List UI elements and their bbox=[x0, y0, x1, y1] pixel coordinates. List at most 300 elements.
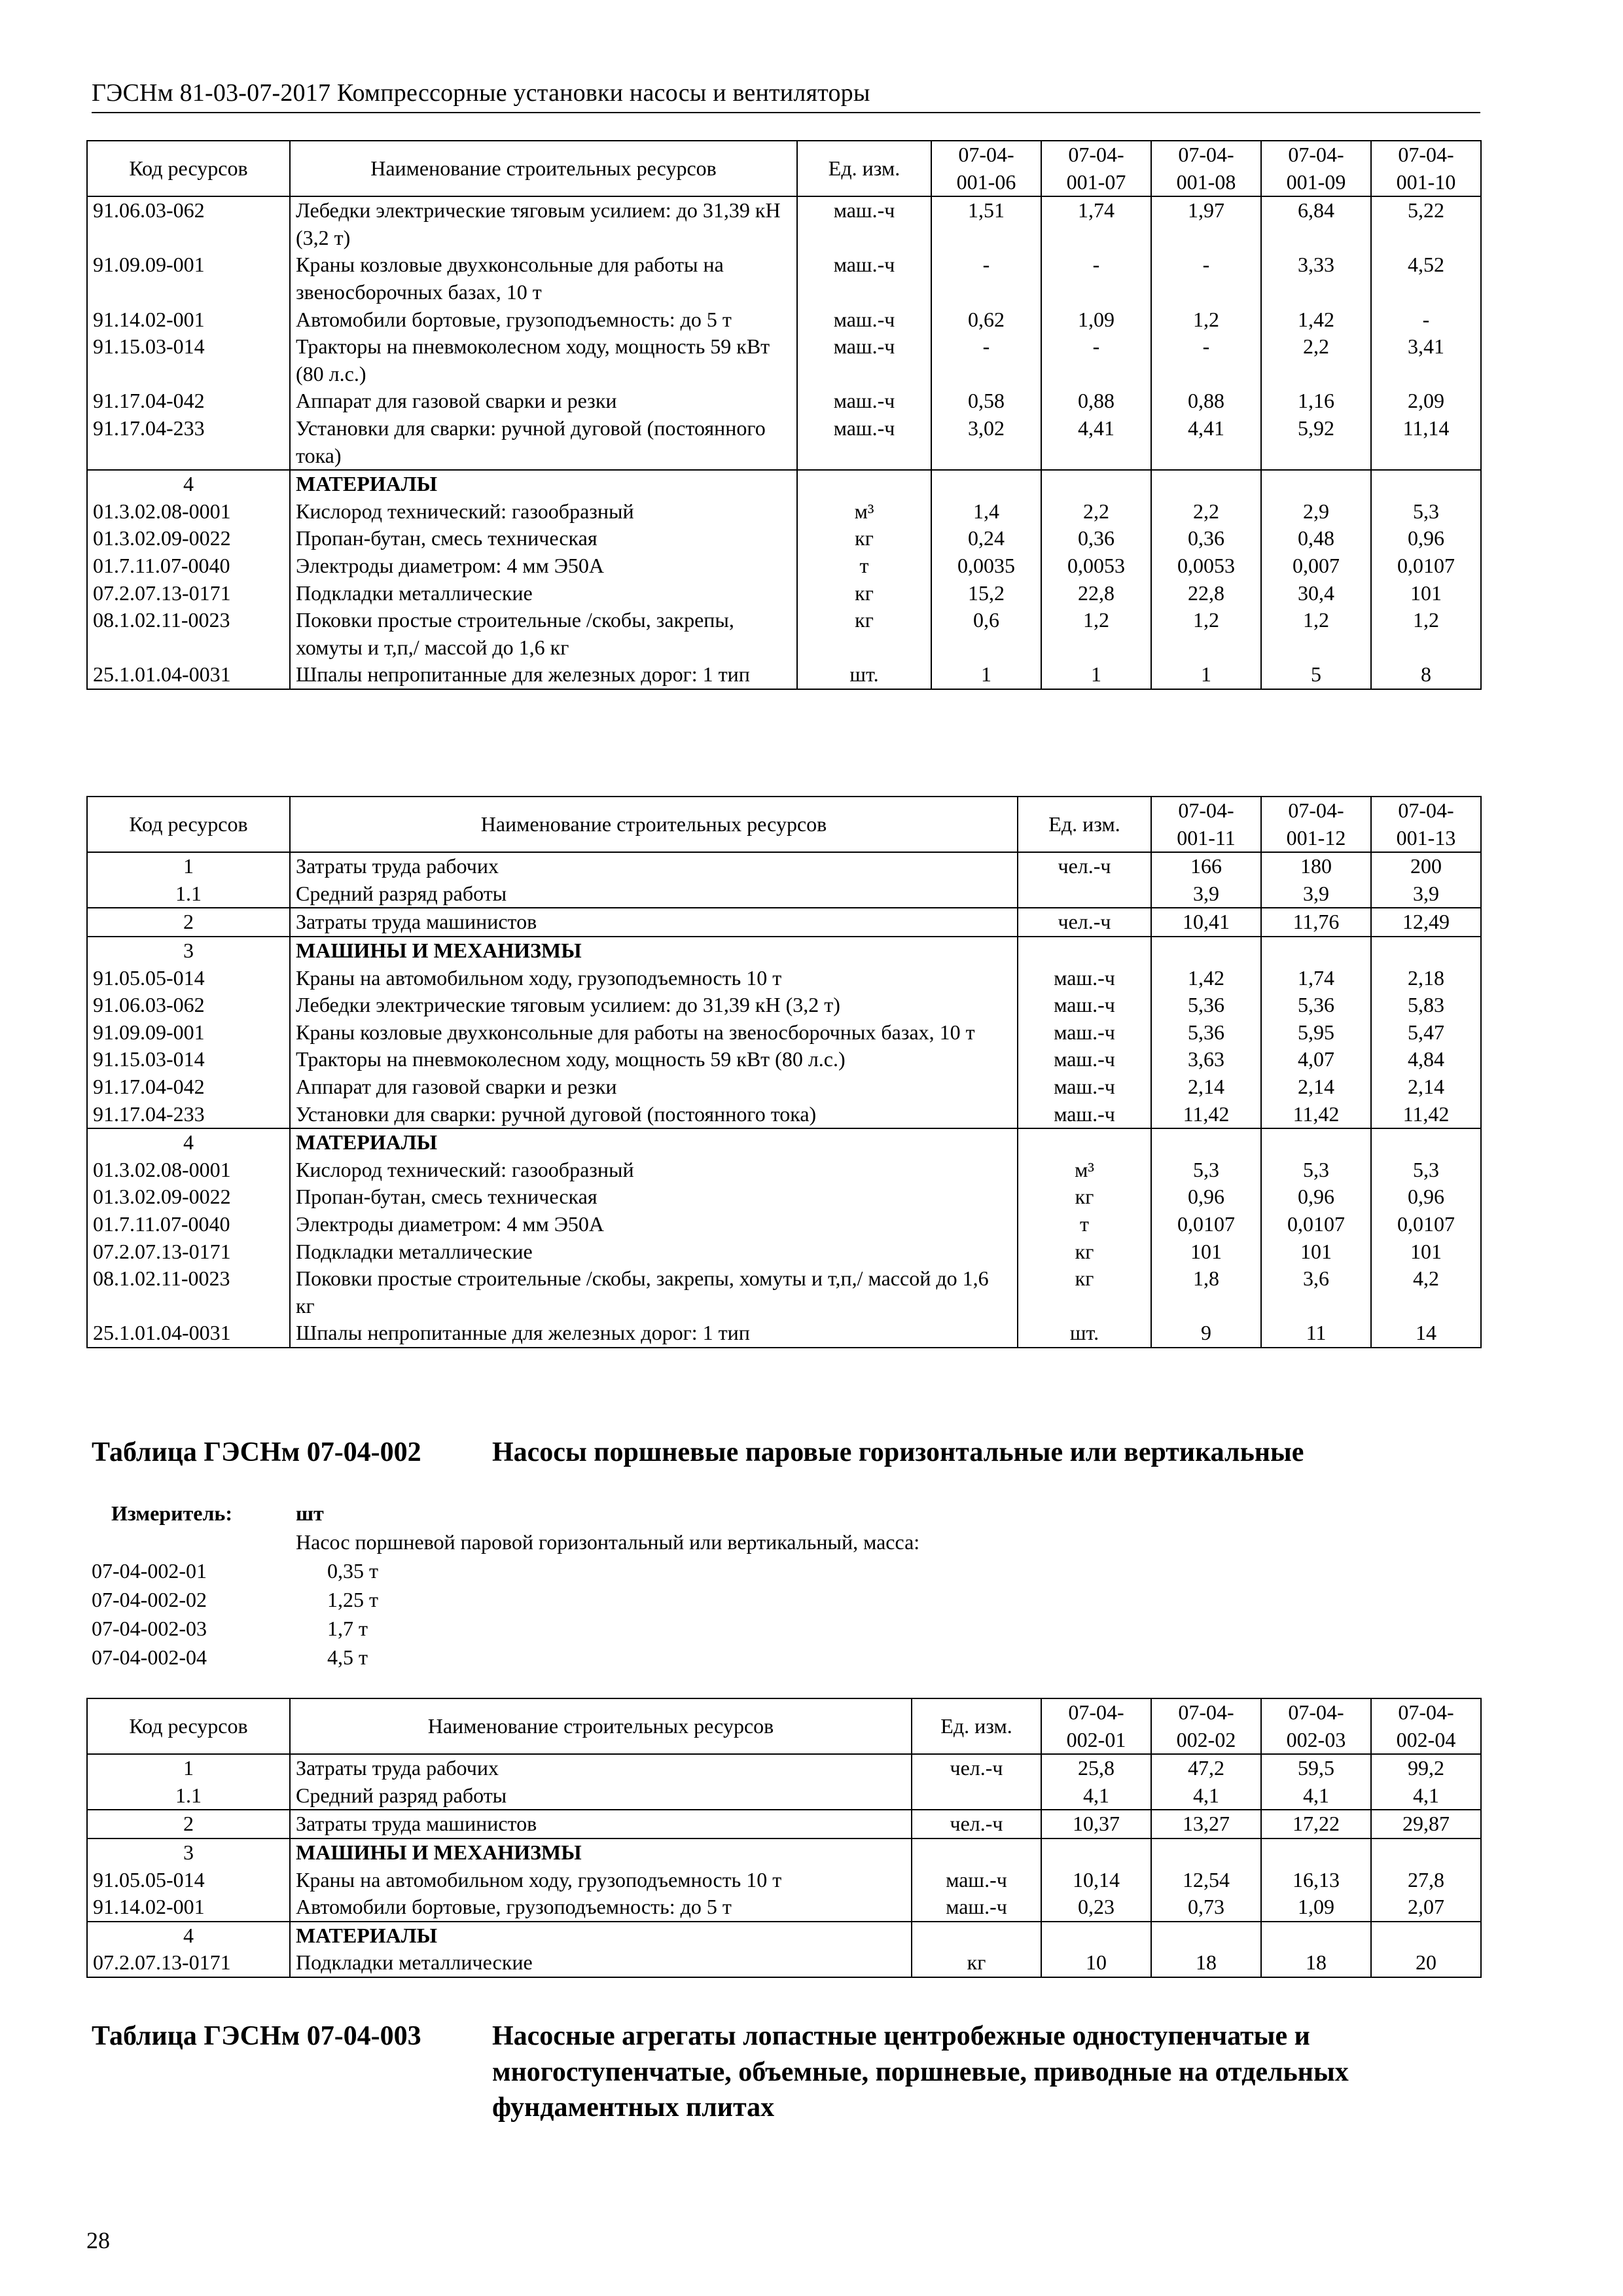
resource-name: Аппарат для газовой сварки и резки bbox=[290, 387, 797, 415]
resource-unit: кг bbox=[1018, 1265, 1151, 1319]
resource-code: 91.17.04-233 bbox=[87, 415, 290, 470]
resource-value: 166 bbox=[1151, 852, 1261, 880]
resource-value: 0,96 bbox=[1151, 1183, 1261, 1211]
table-row bbox=[87, 1157, 1481, 1184]
resource-unit: маш.-ч bbox=[797, 387, 931, 415]
resource-code: 08.1.02.11-0023 bbox=[87, 1265, 290, 1319]
resource-value: 3,02 bbox=[931, 415, 1041, 470]
variant-mass: 4,5 т bbox=[327, 1645, 368, 1669]
resource-value: 0,96 bbox=[1371, 525, 1481, 552]
resource-code: 1.1 bbox=[87, 880, 290, 908]
header-variant: 07-04- 002-01 bbox=[1041, 1698, 1151, 1754]
resource-value: 22,8 bbox=[1151, 580, 1261, 607]
resource-value: 3,63 bbox=[1151, 1046, 1261, 1073]
resource-value: 0,73 bbox=[1151, 1893, 1261, 1922]
variant-code: 07-04-002-04 bbox=[92, 1645, 207, 1669]
resource-name: Средний разряд работы bbox=[290, 880, 1018, 908]
resource-value: 11,42 bbox=[1371, 1101, 1481, 1129]
resource-code: 91.14.02-001 bbox=[87, 1893, 290, 1922]
resource-value: 2,09 bbox=[1371, 387, 1481, 415]
resource-code: 07.2.07.13-0171 bbox=[87, 1949, 290, 1977]
variant-code: 07-04-002-03 bbox=[92, 1617, 207, 1640]
variant-row bbox=[92, 1643, 1204, 1672]
resource-value: 13,27 bbox=[1151, 1810, 1261, 1839]
table-row bbox=[87, 1810, 1481, 1839]
empty-cell bbox=[912, 1839, 1041, 1867]
empty-cell bbox=[1261, 1922, 1371, 1950]
resource-name: Тракторы на пневмоколесном ходу, мощность 59 кВт (80 л.с.) bbox=[290, 1046, 1018, 1073]
resource-value: 1,4 bbox=[931, 498, 1041, 526]
resource-value: 200 bbox=[1371, 852, 1481, 880]
resource-code: 91.05.05-014 bbox=[87, 1867, 290, 1894]
table-caption-07-04-003 bbox=[92, 2018, 1480, 2130]
resource-value: 0,58 bbox=[931, 387, 1041, 415]
group-row bbox=[87, 1128, 1481, 1157]
resource-value: 59,5 bbox=[1261, 1754, 1371, 1782]
resource-name: Установки для сварки: ручной дуговой (постоянного тока) bbox=[290, 1101, 1018, 1129]
table-row bbox=[87, 498, 1481, 526]
resource-value: 5,95 bbox=[1261, 1019, 1371, 1047]
table-row bbox=[87, 306, 1481, 334]
group-title: МАШИНЫ И МЕХАНИЗМЫ bbox=[290, 937, 1018, 965]
resource-unit: чел.-ч bbox=[912, 1810, 1041, 1839]
resource-value: 1,2 bbox=[1151, 306, 1261, 334]
resource-value: 2,2 bbox=[1261, 333, 1371, 387]
header-variant: 07-04- 001-12 bbox=[1261, 797, 1371, 852]
header-variant: 07-04- 001-08 bbox=[1151, 141, 1261, 196]
resource-value: 25,8 bbox=[1041, 1754, 1151, 1782]
resource-value: 6,84 bbox=[1261, 196, 1371, 251]
resource-value: 0,96 bbox=[1371, 1183, 1481, 1211]
table-row bbox=[87, 1211, 1481, 1238]
page-number: 28 bbox=[86, 2227, 110, 2253]
resource-value: 11,42 bbox=[1261, 1101, 1371, 1129]
variant-code: 07-04-002-02 bbox=[92, 1588, 207, 1611]
resource-value: 10,41 bbox=[1151, 908, 1261, 937]
resource-code: 2 bbox=[87, 908, 290, 937]
resource-unit: кг bbox=[1018, 1183, 1151, 1211]
resource-value: 5,92 bbox=[1261, 415, 1371, 470]
header-code: Код ресурсов bbox=[87, 141, 290, 196]
resource-unit: кг bbox=[1018, 1238, 1151, 1266]
resource-value: 3,9 bbox=[1151, 880, 1261, 908]
resource-value: 0,0107 bbox=[1151, 1211, 1261, 1238]
variant-mass: 1,25 т bbox=[327, 1588, 378, 1611]
resource-value: 1,74 bbox=[1261, 965, 1371, 992]
group-title: МАТЕРИАЛЫ bbox=[290, 1128, 1018, 1157]
empty-cell bbox=[1261, 1839, 1371, 1867]
group-title: МАШИНЫ И МЕХАНИЗМЫ bbox=[290, 1839, 912, 1867]
variant-mass: 0,35 т bbox=[327, 1559, 378, 1583]
resource-code: 91.15.03-014 bbox=[87, 1046, 290, 1073]
resource-value: 20 bbox=[1371, 1949, 1481, 1977]
resource-code: 01.3.02.09-0022 bbox=[87, 1183, 290, 1211]
resource-value: 5,3 bbox=[1371, 498, 1481, 526]
page-header: ГЭСНм 81-03-07-2017 Компрессорные установки насосы и вентиляторы bbox=[92, 77, 1480, 113]
resource-value: 17,22 bbox=[1261, 1810, 1371, 1839]
resource-value: 29,87 bbox=[1371, 1810, 1481, 1839]
table-row bbox=[87, 1754, 1481, 1782]
resource-value: 5,22 bbox=[1371, 196, 1481, 251]
resource-unit: маш.-ч bbox=[797, 333, 931, 387]
resource-unit: т bbox=[1018, 1211, 1151, 1238]
resource-unit: чел.-ч bbox=[1018, 852, 1151, 880]
resource-unit: маш.-ч bbox=[1018, 1019, 1151, 1047]
resource-value: 5 bbox=[1261, 661, 1371, 689]
resource-value: 4,41 bbox=[1041, 415, 1151, 470]
table-row bbox=[87, 1183, 1481, 1211]
resource-unit bbox=[912, 1782, 1041, 1810]
resource-name: Установки для сварки: ручной дуговой (постоянного тока) bbox=[290, 415, 797, 470]
resource-code: 91.06.03-062 bbox=[87, 196, 290, 251]
resource-code: 91.09.09-001 bbox=[87, 251, 290, 306]
resource-value: 2,9 bbox=[1261, 498, 1371, 526]
resource-value: 11,42 bbox=[1151, 1101, 1261, 1129]
table-row bbox=[87, 251, 1481, 306]
resource-value: - bbox=[1041, 333, 1151, 387]
resource-name: Подкладки металлические bbox=[290, 1238, 1018, 1266]
resource-name: Краны козловые двухконсольные для работы на звеносборочных базах, 10 т bbox=[290, 1019, 1018, 1047]
resource-table-07-04-001-06-10 bbox=[86, 140, 1482, 690]
resource-value: 1,42 bbox=[1261, 306, 1371, 334]
caption-title: Насосы поршневые паровые горизонтальные или вертикальные bbox=[492, 1437, 1304, 1467]
empty-cell bbox=[1151, 1839, 1261, 1867]
resource-value: 0,96 bbox=[1261, 1183, 1371, 1211]
resource-value: 0,0053 bbox=[1151, 552, 1261, 580]
resource-unit: маш.-ч bbox=[797, 196, 931, 251]
resource-value: 101 bbox=[1371, 1238, 1481, 1266]
table-row bbox=[87, 387, 1481, 415]
caption-number: Таблица ГЭСНм 07-04-003 bbox=[92, 2021, 421, 2051]
resource-value: 14 bbox=[1371, 1319, 1481, 1348]
resource-name: Шпалы непропитанные для железных дорог: 1 тип bbox=[290, 1319, 1018, 1348]
resource-code: 01.3.02.09-0022 bbox=[87, 525, 290, 552]
resource-table-07-04-002 bbox=[86, 1698, 1482, 1978]
table-row bbox=[87, 1893, 1481, 1922]
resource-unit: маш.-ч bbox=[797, 251, 931, 306]
table-row bbox=[87, 965, 1481, 992]
table-row bbox=[87, 196, 1481, 251]
resource-name: Лебедки электрические тяговым усилием: до 31,39 кН (3,2 т) bbox=[290, 196, 797, 251]
header-code: Код ресурсов bbox=[87, 1698, 290, 1754]
group-title: МАТЕРИАЛЫ bbox=[290, 470, 797, 498]
header-variant: 07-04- 001-09 bbox=[1261, 141, 1371, 196]
resource-name: Краны на автомобильном ходу, грузоподъемность 10 т bbox=[290, 1867, 912, 1894]
resource-value: 3,33 bbox=[1261, 251, 1371, 306]
table-row bbox=[87, 580, 1481, 607]
resource-value: 0,48 bbox=[1261, 525, 1371, 552]
resource-value: 5,47 bbox=[1371, 1019, 1481, 1047]
resource-unit bbox=[1018, 880, 1151, 908]
resource-name: Подкладки металлические bbox=[290, 580, 797, 607]
resource-value: 3,6 bbox=[1261, 1265, 1371, 1319]
empty-cell bbox=[912, 1922, 1041, 1950]
resource-value: 101 bbox=[1371, 580, 1481, 607]
resource-unit: маш.-ч bbox=[912, 1893, 1041, 1922]
group-code: 3 bbox=[87, 937, 290, 965]
resource-value: 1,8 bbox=[1151, 1265, 1261, 1319]
resource-value: - bbox=[1371, 306, 1481, 334]
resource-unit: кг bbox=[912, 1949, 1041, 1977]
resource-name: Кислород технический: газообразный bbox=[290, 498, 797, 526]
resource-value: 0,0053 bbox=[1041, 552, 1151, 580]
variant-row bbox=[92, 1556, 1204, 1585]
header-code: Код ресурсов bbox=[87, 797, 290, 852]
resource-name: Краны на автомобильном ходу, грузоподъемность 10 т bbox=[290, 965, 1018, 992]
resource-name: Подкладки металлические bbox=[290, 1949, 912, 1977]
resource-value: 1 bbox=[1151, 661, 1261, 689]
empty-cell bbox=[1151, 470, 1261, 498]
resource-name: Затраты труда машинистов bbox=[290, 908, 1018, 937]
resource-value: 11,14 bbox=[1371, 415, 1481, 470]
group-title: МАТЕРИАЛЫ bbox=[290, 1922, 912, 1950]
resource-value: 101 bbox=[1261, 1238, 1371, 1266]
resource-code: 91.05.05-014 bbox=[87, 965, 290, 992]
resource-unit: т bbox=[797, 552, 931, 580]
resource-value: 4,1 bbox=[1371, 1782, 1481, 1810]
group-row bbox=[87, 937, 1481, 965]
header-variant: 07-04- 002-03 bbox=[1261, 1698, 1371, 1754]
empty-cell bbox=[1371, 1922, 1481, 1950]
group-code: 4 bbox=[87, 470, 290, 498]
header-unit: Ед. изм. bbox=[912, 1698, 1041, 1754]
header-unit: Ед. изм. bbox=[797, 141, 931, 196]
table-row bbox=[87, 1238, 1481, 1266]
resource-value: 4,41 bbox=[1151, 415, 1261, 470]
resource-value: 1,2 bbox=[1041, 607, 1151, 661]
resource-code: 1.1 bbox=[87, 1782, 290, 1810]
resource-code: 91.15.03-014 bbox=[87, 333, 290, 387]
resource-unit: кг bbox=[797, 580, 931, 607]
resource-value: 5,3 bbox=[1371, 1157, 1481, 1184]
resource-code: 07.2.07.13-0171 bbox=[87, 1238, 290, 1266]
resource-unit: маш.-ч bbox=[1018, 1073, 1151, 1101]
resource-name: Пропан-бутан, смесь техническая bbox=[290, 1183, 1018, 1211]
empty-cell bbox=[1041, 1922, 1151, 1950]
resource-value: 10 bbox=[1041, 1949, 1151, 1977]
empty-cell bbox=[931, 470, 1041, 498]
resource-value: 0,0107 bbox=[1371, 1211, 1481, 1238]
header-variant: 07-04- 001-11 bbox=[1151, 797, 1261, 852]
resource-value: 15,2 bbox=[931, 580, 1041, 607]
resource-unit: м³ bbox=[797, 498, 931, 526]
resource-code: 01.7.11.07-0040 bbox=[87, 1211, 290, 1238]
resource-table-07-04-001-11-13 bbox=[86, 796, 1482, 1348]
empty-cell bbox=[1261, 470, 1371, 498]
resource-unit: шт. bbox=[797, 661, 931, 689]
measure-block bbox=[92, 1499, 1204, 1672]
resource-name: Шпалы непропитанные для железных дорог: 1 тип bbox=[290, 661, 797, 689]
resource-value: 18 bbox=[1261, 1949, 1371, 1977]
empty-cell bbox=[1371, 1128, 1481, 1157]
table-row bbox=[87, 661, 1481, 689]
resource-unit: шт. bbox=[1018, 1319, 1151, 1348]
resource-value: 0,36 bbox=[1041, 525, 1151, 552]
resource-value: 5,83 bbox=[1371, 992, 1481, 1019]
empty-cell bbox=[797, 470, 931, 498]
resource-value: 4,84 bbox=[1371, 1046, 1481, 1073]
resource-code: 91.17.04-042 bbox=[87, 387, 290, 415]
resource-value: 0,23 bbox=[1041, 1893, 1151, 1922]
resource-name: Краны козловые двухконсольные для работы на звеносборочных базах, 10 т bbox=[290, 251, 797, 306]
variant-mass: 1,7 т bbox=[327, 1617, 368, 1640]
table-row bbox=[87, 525, 1481, 552]
group-row bbox=[87, 470, 1481, 498]
resource-code: 08.1.02.11-0023 bbox=[87, 607, 290, 661]
resource-value: 1 bbox=[931, 661, 1041, 689]
empty-cell bbox=[1151, 1128, 1261, 1157]
empty-cell bbox=[1018, 1128, 1151, 1157]
resource-code: 91.17.04-233 bbox=[87, 1101, 290, 1129]
resource-value: 30,4 bbox=[1261, 580, 1371, 607]
header-name: Наименование строительных ресурсов bbox=[290, 1698, 912, 1754]
table-row bbox=[87, 1073, 1481, 1101]
resource-value: 3,9 bbox=[1371, 880, 1481, 908]
table-row bbox=[87, 333, 1481, 387]
resource-unit: чел.-ч bbox=[912, 1754, 1041, 1782]
resource-value: 2,14 bbox=[1371, 1073, 1481, 1101]
table-header-row bbox=[87, 141, 1481, 196]
resource-value: 22,8 bbox=[1041, 580, 1151, 607]
group-code: 3 bbox=[87, 1839, 290, 1867]
measure-label: Измеритель: bbox=[111, 1501, 232, 1525]
resource-unit: маш.-ч bbox=[797, 415, 931, 470]
resource-name: Тракторы на пневмоколесном ходу, мощность 59 кВт (80 л.с.) bbox=[290, 333, 797, 387]
table-header-row bbox=[87, 1698, 1481, 1754]
empty-cell bbox=[1261, 1128, 1371, 1157]
resource-value: 1,09 bbox=[1041, 306, 1151, 334]
resource-code: 01.7.11.07-0040 bbox=[87, 552, 290, 580]
header-unit: Ед. изм. bbox=[1018, 797, 1151, 852]
empty-cell bbox=[1151, 1922, 1261, 1950]
resource-value: 1 bbox=[1041, 661, 1151, 689]
resource-unit: кг bbox=[797, 525, 931, 552]
resource-value: 1,42 bbox=[1151, 965, 1261, 992]
resource-value: 0,0107 bbox=[1261, 1211, 1371, 1238]
resource-code: 01.3.02.08-0001 bbox=[87, 1157, 290, 1184]
empty-cell bbox=[1261, 937, 1371, 965]
header-variant: 07-04- 002-02 bbox=[1151, 1698, 1261, 1754]
resource-value: 2,2 bbox=[1151, 498, 1261, 526]
resource-value: 3,9 bbox=[1261, 880, 1371, 908]
resource-name: Средний разряд работы bbox=[290, 1782, 912, 1810]
group-row bbox=[87, 1922, 1481, 1950]
resource-value: 5,36 bbox=[1261, 992, 1371, 1019]
resource-value: 1,2 bbox=[1261, 607, 1371, 661]
resource-name: Кислород технический: газообразный bbox=[290, 1157, 1018, 1184]
resource-value: 1,97 bbox=[1151, 196, 1261, 251]
table-row bbox=[87, 415, 1481, 470]
resource-code: 91.17.04-042 bbox=[87, 1073, 290, 1101]
empty-cell bbox=[1018, 937, 1151, 965]
resource-value: 4,2 bbox=[1371, 1265, 1481, 1319]
resource-code: 07.2.07.13-0171 bbox=[87, 580, 290, 607]
resource-unit: маш.-ч bbox=[1018, 992, 1151, 1019]
caption-number: Таблица ГЭСНм 07-04-002 bbox=[92, 1437, 421, 1467]
table-row bbox=[87, 1265, 1481, 1319]
table-header-row bbox=[87, 797, 1481, 852]
resource-name: Аппарат для газовой сварки и резки bbox=[290, 1073, 1018, 1101]
resource-value: 5,3 bbox=[1151, 1157, 1261, 1184]
resource-unit: м³ bbox=[1018, 1157, 1151, 1184]
resource-value: 4,52 bbox=[1371, 251, 1481, 306]
resource-value: 0,36 bbox=[1151, 525, 1261, 552]
resource-value: 2,14 bbox=[1151, 1073, 1261, 1101]
resource-code: 25.1.01.04-0031 bbox=[87, 661, 290, 689]
resource-name: Автомобили бортовые, грузоподъемность: до 5 т bbox=[290, 1893, 912, 1922]
empty-cell bbox=[1371, 937, 1481, 965]
resource-value: 47,2 bbox=[1151, 1754, 1261, 1782]
table-row bbox=[87, 552, 1481, 580]
table-row bbox=[87, 1867, 1481, 1894]
header-variant: 07-04- 001-13 bbox=[1371, 797, 1481, 852]
table-row bbox=[87, 1782, 1481, 1810]
resource-value: 12,49 bbox=[1371, 908, 1481, 937]
resource-code: 91.14.02-001 bbox=[87, 306, 290, 334]
table-row bbox=[87, 852, 1481, 880]
resource-value: 0,88 bbox=[1041, 387, 1151, 415]
resource-name: Затраты труда рабочих bbox=[290, 1754, 912, 1782]
resource-value: 0,0107 bbox=[1371, 552, 1481, 580]
resource-value: 10,37 bbox=[1041, 1810, 1151, 1839]
resource-name: Затраты труда машинистов bbox=[290, 1810, 912, 1839]
resource-value: - bbox=[1151, 333, 1261, 387]
variant-code: 07-04-002-01 bbox=[92, 1559, 207, 1583]
header-variant: 07-04- 002-04 bbox=[1371, 1698, 1481, 1754]
group-code: 4 bbox=[87, 1922, 290, 1950]
resource-value: 16,13 bbox=[1261, 1867, 1371, 1894]
header-variant: 07-04- 001-10 bbox=[1371, 141, 1481, 196]
resource-unit: маш.-ч bbox=[1018, 1101, 1151, 1129]
empty-cell bbox=[1041, 1839, 1151, 1867]
resource-value: 1,51 bbox=[931, 196, 1041, 251]
resource-unit: кг bbox=[797, 607, 931, 661]
resource-value: 0,0035 bbox=[931, 552, 1041, 580]
resource-unit: маш.-ч bbox=[797, 306, 931, 334]
header-variant: 07-04- 001-06 bbox=[931, 141, 1041, 196]
empty-cell bbox=[1041, 470, 1151, 498]
resource-value: 0,62 bbox=[931, 306, 1041, 334]
table-row bbox=[87, 607, 1481, 661]
resource-value: 18 bbox=[1151, 1949, 1261, 1977]
resource-code: 91.09.09-001 bbox=[87, 1019, 290, 1047]
resource-value: 101 bbox=[1151, 1238, 1261, 1266]
resource-value: - bbox=[931, 333, 1041, 387]
resource-value: 11,76 bbox=[1261, 908, 1371, 937]
table-row bbox=[87, 1319, 1481, 1348]
table-row bbox=[87, 1949, 1481, 1977]
resource-value: 2,18 bbox=[1371, 965, 1481, 992]
resource-value: 27,8 bbox=[1371, 1867, 1481, 1894]
resource-value: 5,3 bbox=[1261, 1157, 1371, 1184]
resource-name: Пропан-бутан, смесь техническая bbox=[290, 525, 797, 552]
resource-value: 0,88 bbox=[1151, 387, 1261, 415]
measure-description: Насос поршневой паровой горизонтальный или вертикальный, масса: bbox=[296, 1530, 920, 1554]
resource-value: 1,09 bbox=[1261, 1893, 1371, 1922]
resource-name: Электроды диаметром: 4 мм Э50А bbox=[290, 1211, 1018, 1238]
resource-code: 2 bbox=[87, 1810, 290, 1839]
resource-value: - bbox=[931, 251, 1041, 306]
resource-value: - bbox=[1041, 251, 1151, 306]
table-row bbox=[87, 1019, 1481, 1047]
table-row bbox=[87, 992, 1481, 1019]
resource-unit: чел.-ч bbox=[1018, 908, 1151, 937]
resource-value: 10,14 bbox=[1041, 1867, 1151, 1894]
resource-value: 0,6 bbox=[931, 607, 1041, 661]
measure-unit: шт bbox=[296, 1501, 324, 1525]
resource-value: 3,41 bbox=[1371, 333, 1481, 387]
resource-value: 12,54 bbox=[1151, 1867, 1261, 1894]
